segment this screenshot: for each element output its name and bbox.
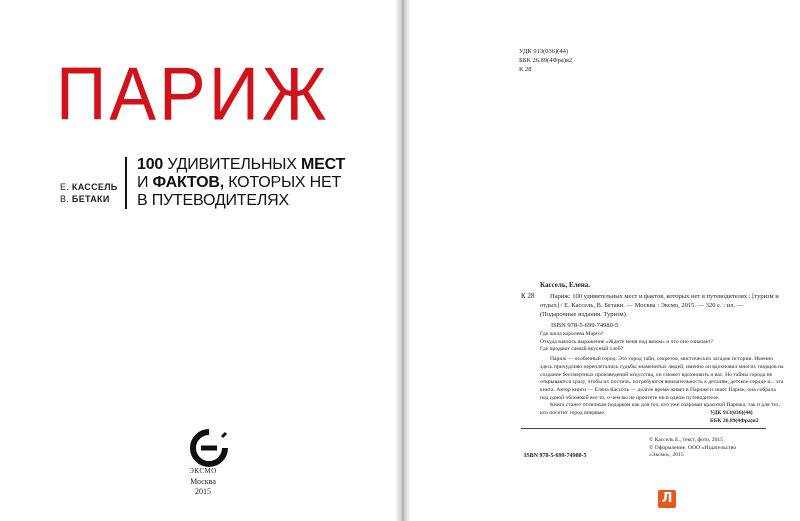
title-divider [125,157,127,209]
subtitle-number: 100 [137,156,164,173]
author-2-surname: БЕТАКИ [71,194,110,204]
publisher-name: ЭКСМО [189,467,217,475]
question-2: Откуда взялось выражение «Ждите меня под вязом» и что оно означает? [540,338,713,345]
footer-rule [521,428,766,429]
book-title: ПАРИЖ [56,51,330,136]
bbk-code: ББК 26.89(4Фра)я2 [519,57,573,64]
annotation-paragraph-1: Париж — особенный город. Это город тайн, секретов, мистических загадок истории. Именно здесь причудливо переплетались судьбы знаменитых людей, именно он вдохновил многих творцов на создание бессмертных произведений искусства, он сможет вдохновить и вас. Но тайны города не открываются сразу, чтобы их постичь, потребуются внимательность к деталям, детское сердце и... эта книга. Автор книги — Елена Кассель — долгое время живет в Париже и знает Париж, она собрала под одной обложкой все то, о чем вы не прочтете ни в одном путеводителе. [540,356,784,401]
catalog-annotation [540,331,785,418]
author-2 [60,193,118,205]
udk-footer [710,410,759,425]
author-1-surname: КАССЕЛЬ [71,182,118,192]
catalog-description: Париж: 100 удивительных мест и фактов, которых нет в путеводителях : [туризм и отдых] / Е. Кассель, В. Бетаки. — Москва : Эксмо, 2015. — 320 с. : ил. — (Подарочные издания. Туризм). [540,293,779,318]
subtitle-words-1: УДИВИТЕЛЬНЫХ [163,156,301,173]
copyright-line-1: © Кассель Е., текст, фото, 2015 [649,437,723,443]
copyright-line-3: «Эксмо», 2015 [649,452,684,459]
eksmo-logo-icon [189,428,229,468]
author-mark: К 28 [519,66,532,73]
isbn-footer: ISBN 978-5-699-74980-5 [524,453,587,459]
author-1 [60,181,118,193]
subtitle-line-3: В ПУТЕВОДИТЕЛЯХ [137,192,289,209]
publisher-year: 2015 [195,487,211,496]
subtitle-line-2 [137,174,345,192]
book-gutter [395,0,411,521]
subtitle-facts: ФАКТОВ, [152,174,224,191]
publisher-city: Москва [190,477,216,486]
udk-code: УДК 913(036)(44) [519,48,568,55]
annotation-paragraph-2: Книга станет отличным подарком как для тех, кто уже очарован красотой Парижа, так и для тех, кто посетит город впервые. [540,402,781,417]
subtitle-line-1 [137,156,345,174]
catalog-isbn: ISBN 978-5-699-74980-5 [551,322,619,329]
catalog-author: Кассель, Елена. [540,281,591,289]
author-1-initial: Е. [60,182,70,192]
book-subtitle [137,156,345,210]
catalog-author-mark: К 28 [521,292,535,300]
subtitle-and: И [137,174,153,191]
subtitle-words-2: КОТОРЫХ НЕТ [223,174,342,191]
udk-code-footer: УДК 913(036)(44) [710,410,753,416]
question-1: Где жила королева Марго? [540,331,604,337]
copyright-line-2: © Оформление. ООО «Издательство [649,444,737,451]
copyright-block [649,437,789,460]
subtitle-places: МЕСТ [301,156,346,173]
udk-header [519,47,572,74]
author-2-initial: В. [60,194,70,204]
bbk-code-footer: ББК 26.89(4Фра)я2 [710,417,759,424]
litres-logo-icon: Л [658,490,676,508]
right-page [411,0,800,521]
left-page [0,0,395,521]
question-3: Где продают самый вкусный хлеб? [540,346,624,353]
authors [60,181,118,205]
